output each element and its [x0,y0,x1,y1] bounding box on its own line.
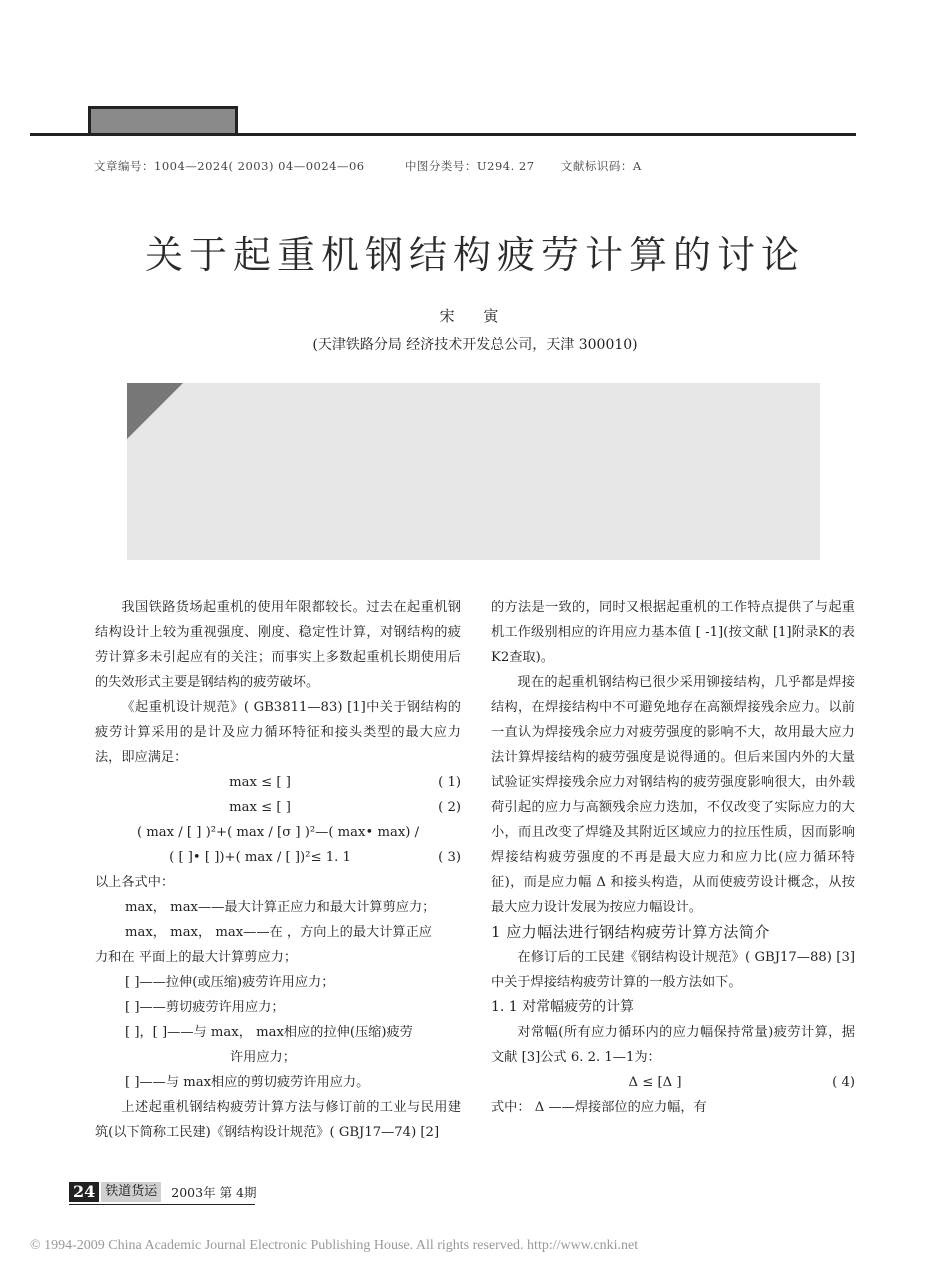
equation-number: ( 4) [832,1075,855,1090]
definition: [ ]——剪切疲劳许用应力； [125,1000,285,1015]
page-footer [69,1182,257,1202]
header-decor-block [88,106,238,136]
issue-label: 2003年 第 4期 [171,1185,257,1200]
equation-1 [95,770,461,795]
paragraph: 对常幅(所有应力循环内的应力幅保持常量)疲劳计算，据文献 [3]公式 6. 2. 1—1为： [491,1025,855,1065]
definition: max， max， max——在 ，方向上的最大计算正应 [125,925,432,940]
paragraph: 上述起重机钢结构疲劳计算方法与修订前的工业与民用建筑(以下简称工民建)《钢结构设计规范》( GBJ17—74) [2] [95,1100,461,1140]
article-meta [94,158,642,174]
clc-number: 中图分类号：U294. 27 [404,159,535,173]
paragraph: 我国铁路货场起重机的使用年限都较长。过去在起重机钢结构设计上较为重视强度、刚度、稳定性计算，对钢结构的疲劳计算多未引起应有的关注；而事实上多数起重机长期使用后的失效形式主要是钢结构的疲劳破坏。 [95,600,461,690]
definition: max， max——最大计算正应力和最大计算剪应力； [125,900,436,915]
document-code: 文献标识码：A [560,159,642,173]
equation-3-line-2 [95,845,461,870]
definition: [ ]，[ ]——与 max， max相应的拉伸(压缩)疲劳 [125,1025,413,1040]
copyright-notice: © 1994-2009 China Academic Journal Electronic Publishing House. All rights reserved. http://www.cnki.net [30,1238,639,1253]
equation-2 [95,795,461,820]
journal-name: 铁道货运 [101,1182,161,1202]
footer-rule [69,1204,255,1205]
paragraph: 的方法是一致的，同时又根据起重机的工作特点提供了与起重机工作级别相应的许用应力基本值 [ -1](按文献 [1]附录K的表 K2查取)。 [491,600,855,665]
paragraph: 以上各式中： [95,875,175,890]
definition-continued: 力和在 平面上的最大计算剪应力； [95,950,298,965]
equation-expression: ( [ ]• [ ])+( max / [ ])²≤ 1. 1 [169,850,351,865]
paragraph: 《起重机设计规范》( GB3811—83) [1]中关于钢结构的疲劳计算采用的是计及应力循环特征和接头类型的最大应力法，即应满足： [95,700,461,765]
equation-3-line-1 [95,820,461,845]
abstract-corner-decor [127,383,183,439]
equation-4 [491,1070,855,1095]
equation-expression: ( max / [ ] )²+( max / [σ ] )²—( max• max) / [136,825,420,840]
left-column [95,595,461,1145]
paragraph: 现在的起重机钢结构已很少采用铆接结构，几乎都是焊接结构，在焊接结构中不可避免地存在高额焊接残余应力。以前一直认为焊接残余应力对疲劳强度的影响不大，故用最大应力法计算焊接结构的疲劳强度是说得通的。但后来国内外的大量试验证实焊接残余应力对钢结构的疲劳强度影响很大，由外载荷引起的应力与高额残余应力迭加，不仅改变了实际应力的大小，而且改变了焊缝及其附近区域应力的拉压性质，因而影响焊接结构疲劳强度的不再是最大应力和应力比(应力循环特征)，而是应力幅 Δ 和接头构造，从而使疲劳设计概念，从按最大应力设计发展为按应力幅设计。 [491,675,855,915]
equation-expression: max ≤ [ ] [229,775,291,790]
affiliation: (天津铁路分局 经济技术开发总公司，天津 300010) [312,337,638,353]
author: 宋 寅 [439,307,511,325]
abstract-box [127,383,820,560]
article-number: 文章编号：1004—2024( 2003) 04—0024—06 [94,159,365,173]
subsection-heading: 1. 1 对常幅疲劳的计算 [491,999,635,1015]
equation-expression: max ≤ [ ] [229,800,291,815]
definition-continued: 许用应力； [230,1050,296,1065]
page-number: 24 [69,1182,99,1202]
section-heading: 1 应力幅法进行钢结构疲劳计算方法简介 [491,923,770,941]
right-column [491,595,855,1120]
article-title: 关于起重机钢结构疲劳计算的讨论 [144,233,805,277]
header-rule [30,133,856,136]
equation-expression: Δ ≤ [Δ ] [628,1075,682,1090]
paragraph: 在修订后的工民建《钢结构设计规范》( GBJ17—88) [3]中关于焊接结构疲劳计算的一般方法如下。 [491,950,855,990]
equation-number: ( 3) [438,850,461,865]
definition: [ ]——拉伸(或压缩)疲劳许用应力； [125,975,335,990]
definition: [ ]——与 max相应的剪切疲劳许用应力。 [125,1075,370,1090]
equation-number: ( 2) [438,800,461,815]
paragraph: 式中： Δ ——焊接部位的应力幅，有 [491,1100,707,1115]
equation-number: ( 1) [438,775,461,790]
